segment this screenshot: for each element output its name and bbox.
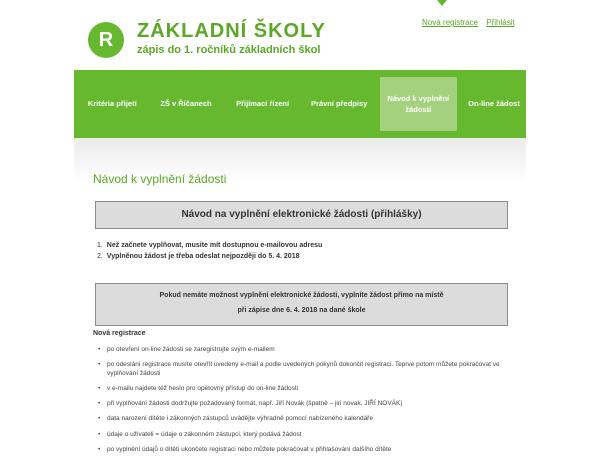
logo — [88, 22, 124, 58]
nav-item-kriteria[interactable]: Kritéria přijetí — [87, 99, 137, 109]
main-content — [74, 138, 526, 453]
notice-line: při zápise dne 6. 4. 2018 na dané škole — [237, 307, 366, 314]
nav-item-pravni-predpisy[interactable]: Právní předpisy — [311, 99, 368, 109]
list-item: • po otevření on-line žádosti se zaregistrujte svým e-mailem — [98, 345, 508, 354]
main-nav — [74, 70, 526, 138]
list-item: 2. Vyplněnou žádost je třeba odeslat nejpozději do 5. 4. 2018 — [97, 253, 300, 260]
nav-item-navod-label: Návod k vyplnění žádosti — [387, 93, 450, 114]
list-item: • data narození dítěte i zákonných zástupců uvádějte výhradně pomocí nabízeného kalendáře — [98, 414, 508, 423]
list-item: 1. Než začnete vyplňovat, musíte mít dostupnou e-mailovou adresu — [97, 242, 323, 249]
list-item: • po vyplnění údajů o dítěti ukončete registraci nebo můžete pokračovat v přihlašování dalšího dítěte — [98, 445, 508, 454]
site-title: ZÁKLADNÍ ŠKOLY — [137, 20, 326, 42]
login-link[interactable]: Přihlásit — [486, 18, 515, 27]
instructions-title-box: Návod na vyplnění elektronické žádosti (přihlášky) — [95, 201, 508, 229]
nav-item-navod[interactable] — [380, 77, 457, 131]
list-item: • po odeslání registrace musíte otevřít uvedený e-mail a podle uvedených pokynů dokončit registraci. Teprve potom můžete pokračovat ve vyplňování žádosti — [98, 360, 508, 378]
nav-item-prijimaci-rizeni[interactable]: Přijímací řízení — [236, 99, 290, 109]
registration-bullets — [98, 345, 508, 460]
notice-line: Pokud nemáte možnost vyplnění elektronické žádosti, vyplníte žádost přímo na místě — [159, 292, 444, 299]
logo-letter: R — [98, 28, 114, 51]
page-title: Návod k vyplnění žádosti — [93, 172, 227, 186]
list-item: • v e-mailu najdete též heslo pro opětovný přístup do on-line žádosti — [98, 384, 508, 393]
notice-box — [95, 283, 508, 326]
top-links — [422, 18, 521, 27]
steps-list — [97, 242, 322, 264]
nav-item-online-zadost[interactable]: On-line žádost — [468, 99, 520, 109]
header-notch — [437, 0, 447, 6]
list-item: • při vyplňování žádosti dodržujte požadovaný formát, např. Jiří Novák (špatně – jiri novak, JIŘÍ NOVÁK) — [98, 399, 508, 408]
section-title: Nová registrace — [93, 330, 146, 337]
site-subtitle: zápis do 1. ročníků základních škol — [137, 44, 321, 56]
new-registration-link[interactable]: Nová registrace — [422, 18, 479, 27]
nav-item-zs-ricany[interactable]: ZŠ v Říčanech — [160, 99, 212, 109]
list-item: • údaje o uživateli = údaje o zákonném zástupci, který podává žádost — [98, 430, 508, 439]
